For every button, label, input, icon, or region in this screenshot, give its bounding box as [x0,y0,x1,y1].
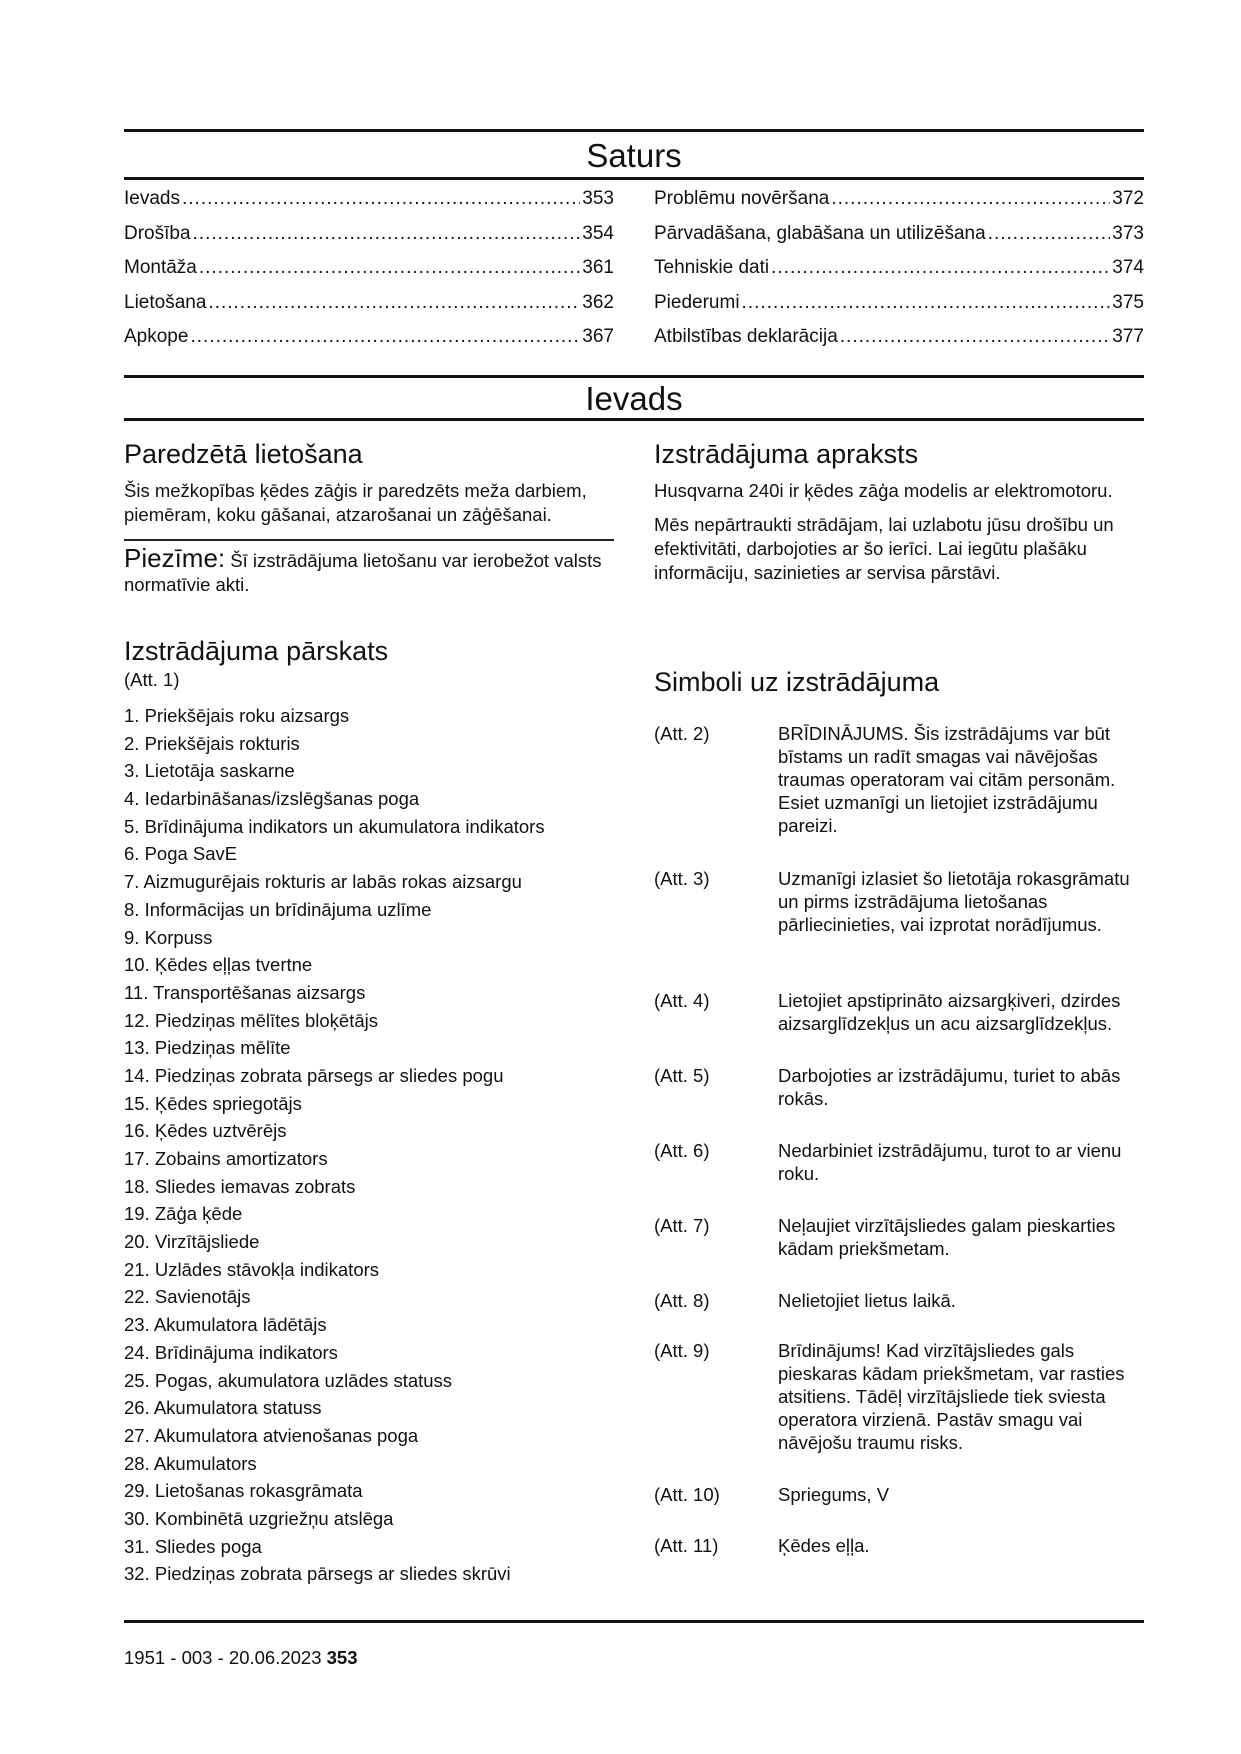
list-item: 23. Akumulatora lādētājs [124,1314,327,1336]
list-item: 5. Brīdinājuma indikators un akumulatora indikators [124,815,545,837]
toc-left-column [124,188,614,361]
toc-right-column [654,188,1144,361]
list-item: 18. Sliedes iemavas zobrats [124,1175,356,1197]
intro-top-rule [124,375,1144,378]
page-number: 353 [326,1647,358,1668]
list-item: 14. Piedziņas zobrata pārsegs ar sliedes pogu [124,1064,504,1086]
toc-title: Saturs [586,137,682,174]
list-item: 10. Ķēdes eļļas tvertne [124,954,313,976]
list-item: 3. Lietotāja saskarne [124,760,295,782]
overview-block [124,634,614,1588]
list-item: 2. Priekšējais rokturis [124,732,300,754]
toc-entry[interactable]: Lietošana ..... 362 [124,292,614,327]
list-item: 27. Akumulatora atvienošanas poga [124,1424,419,1446]
description-text-2: Mēs nepārtraukti strādājam, lai uzlabotu jūsu drošību un efektivitāti, darbojoties ar šo ierīci. Lai iegūtu plašāku informāciju, sazinieties ar servisa pārstāvi. [654,514,1114,583]
symbol-row: (Att. 8) Nelietojiet lietus laikā. [654,1290,956,1311]
symbol-row: (Att. 10) Spriegums, V [654,1484,890,1505]
note-paragraph [124,543,614,597]
symbol-row: (Att. 3) Uzmanīgi izlasiet šo lietotāja rokasgrāmatu un pirms izstrādājuma lietošanas pārliecinieties, vai izprotat norādījumus. [654,868,1130,935]
list-item: 4. Iedarbināšanas/izslēgšanas poga [124,788,420,810]
footer-rule [124,1620,1144,1623]
symbol-row: (Att. 6) Nedarbiniet izstrādājumu, turot to ar vienu roku. [654,1140,1122,1184]
note-divider [124,539,614,541]
toc-entry[interactable]: Piederumi ..... 375 [654,292,1144,327]
overview-heading: Izstrādājuma pārskats [124,636,389,666]
symbols-heading: Simboli uz izstrādājuma [654,667,940,697]
toc-title-rule [124,177,1144,180]
list-item: 9. Korpuss [124,926,213,948]
list-item: 16. Ķēdes uztvērējs [124,1120,287,1142]
list-item: 26. Akumulatora statuss [124,1397,322,1419]
list-item: 6. Poga SavE [124,843,238,865]
overview-figure-ref: (Att. 1) [124,669,180,690]
intended-use-block [124,437,614,597]
note-label: Piezīme: [124,543,226,573]
intro-title-rule [124,418,1144,421]
symbol-row: (Att. 5) Darbojoties ar izstrādājumu, turiet to abās rokās. [654,1065,1121,1109]
list-item: 24. Brīdinājuma indikators [124,1341,338,1363]
list-item: 31. Sliedes poga [124,1535,262,1557]
toc-top-rule [124,129,1144,132]
description-block [654,437,1144,585]
list-item: 12. Piedziņas mēlītes bloķētājs [124,1009,378,1031]
document-id: 1951 - 003 - 20.06.2023 [124,1647,322,1668]
overview-list [124,702,614,1588]
symbol-row: (Att. 4) Lietojiet apstiprināto aizsargķiveri, dzirdes aizsarglīdzekļus un acu aizsarglīdzekļus. [654,990,1121,1034]
list-item: 22. Savienotājs [124,1286,251,1308]
symbol-row: (Att. 9) Brīdinājums! Kad virzītājsliedes gals pieskaras kādam priekšmetam, var rasties atsitiens. Tādēļ virzītājsliede tiek sviesta operatora virzienā. Pastāv smagu vai nāvējošu traumu risks. [654,1340,1125,1453]
list-item: 28. Akumulators [124,1452,257,1474]
list-item: 17. Zobains amortizators [124,1148,328,1169]
symbol-row: (Att. 7) Neļaujiet virzītājsliedes galam pieskarties kādam priekšmetam. [654,1215,1116,1259]
list-item: 30. Kombinētā uzgriežņu atslēga [124,1507,394,1529]
intro-title: Ievads [585,380,683,417]
toc-entry[interactable]: Apkope ..... 367 [124,326,614,361]
description-heading: Izstrādājuma apraksts [654,439,919,469]
symbol-row: (Att. 2) BRĪDINĀJUMS. Šis izstrādājums var būt bīstams un radīt smagas vai nāvējošas traumas operatoram vai citām personām. Esiet uzmanīgi un lietojiet izstrādājumu pareizi. [654,723,1116,836]
toc-entry[interactable]: Atbilstības deklarācija ..... 377 [654,326,1144,361]
list-item: 21. Uzlādes stāvokļa indikators [124,1258,380,1280]
list-item: 15. Ķēdes spriegotājs [124,1092,302,1114]
list-item: 13. Piedziņas mēlīte [124,1037,291,1059]
note-text: Šī izstrādājuma lietošanu var ierobežot valsts normatīvie akti. [124,550,602,595]
list-item: 32. Piedziņas zobrata pārsegs ar sliedes skrūvi [124,1563,511,1585]
toc-entry[interactable]: Problēmu novēršana ..... 372 [654,188,1144,223]
list-item: 25. Pogas, akumulatora uzlādes statuss [124,1369,453,1391]
list-item: 8. Informācijas un brīdinājuma uzlīme [124,898,432,920]
list-item: 1. Priekšējais roku aizsargs [124,705,350,726]
page-footer [124,1647,358,1669]
description-text-1: Husqvarna 240i ir ķēdes zāģa modelis ar elektromotoru. [654,480,1113,501]
list-item: 29. Lietošanas rokasgrāmata [124,1480,363,1502]
intended-use-text: Šis mežkopības ķēdes zāģis ir paredzēts meža darbiem, piemēram, koku gāšanai, atzarošanai un zāģēšanai. [124,480,587,525]
toc-entry[interactable]: Tehniskie dati ..... 374 [654,257,1144,292]
toc-entry[interactable]: Montāža ..... 361 [124,257,614,292]
list-item: 7. Aizmugurējais rokturis ar labās rokas aizsargu [124,871,522,893]
toc-entry[interactable]: Drošība ..... 354 [124,223,614,258]
list-item: 19. Zāģa ķēde [124,1203,243,1225]
intended-use-heading: Paredzētā lietošana [124,439,363,469]
list-item: 11. Transportēšanas aizsargs [124,981,366,1003]
symbol-row: (Att. 11) Ķēdes eļļa. [654,1535,870,1556]
toc-entry[interactable]: Pārvadāšana, glabāšana un utilizēšana ..... 373 [654,223,1144,258]
toc-entry[interactable]: Ievads ..... 353 [124,188,614,223]
symbols-block [654,665,1144,699]
list-item: 20. Virzītājsliede [124,1231,260,1253]
